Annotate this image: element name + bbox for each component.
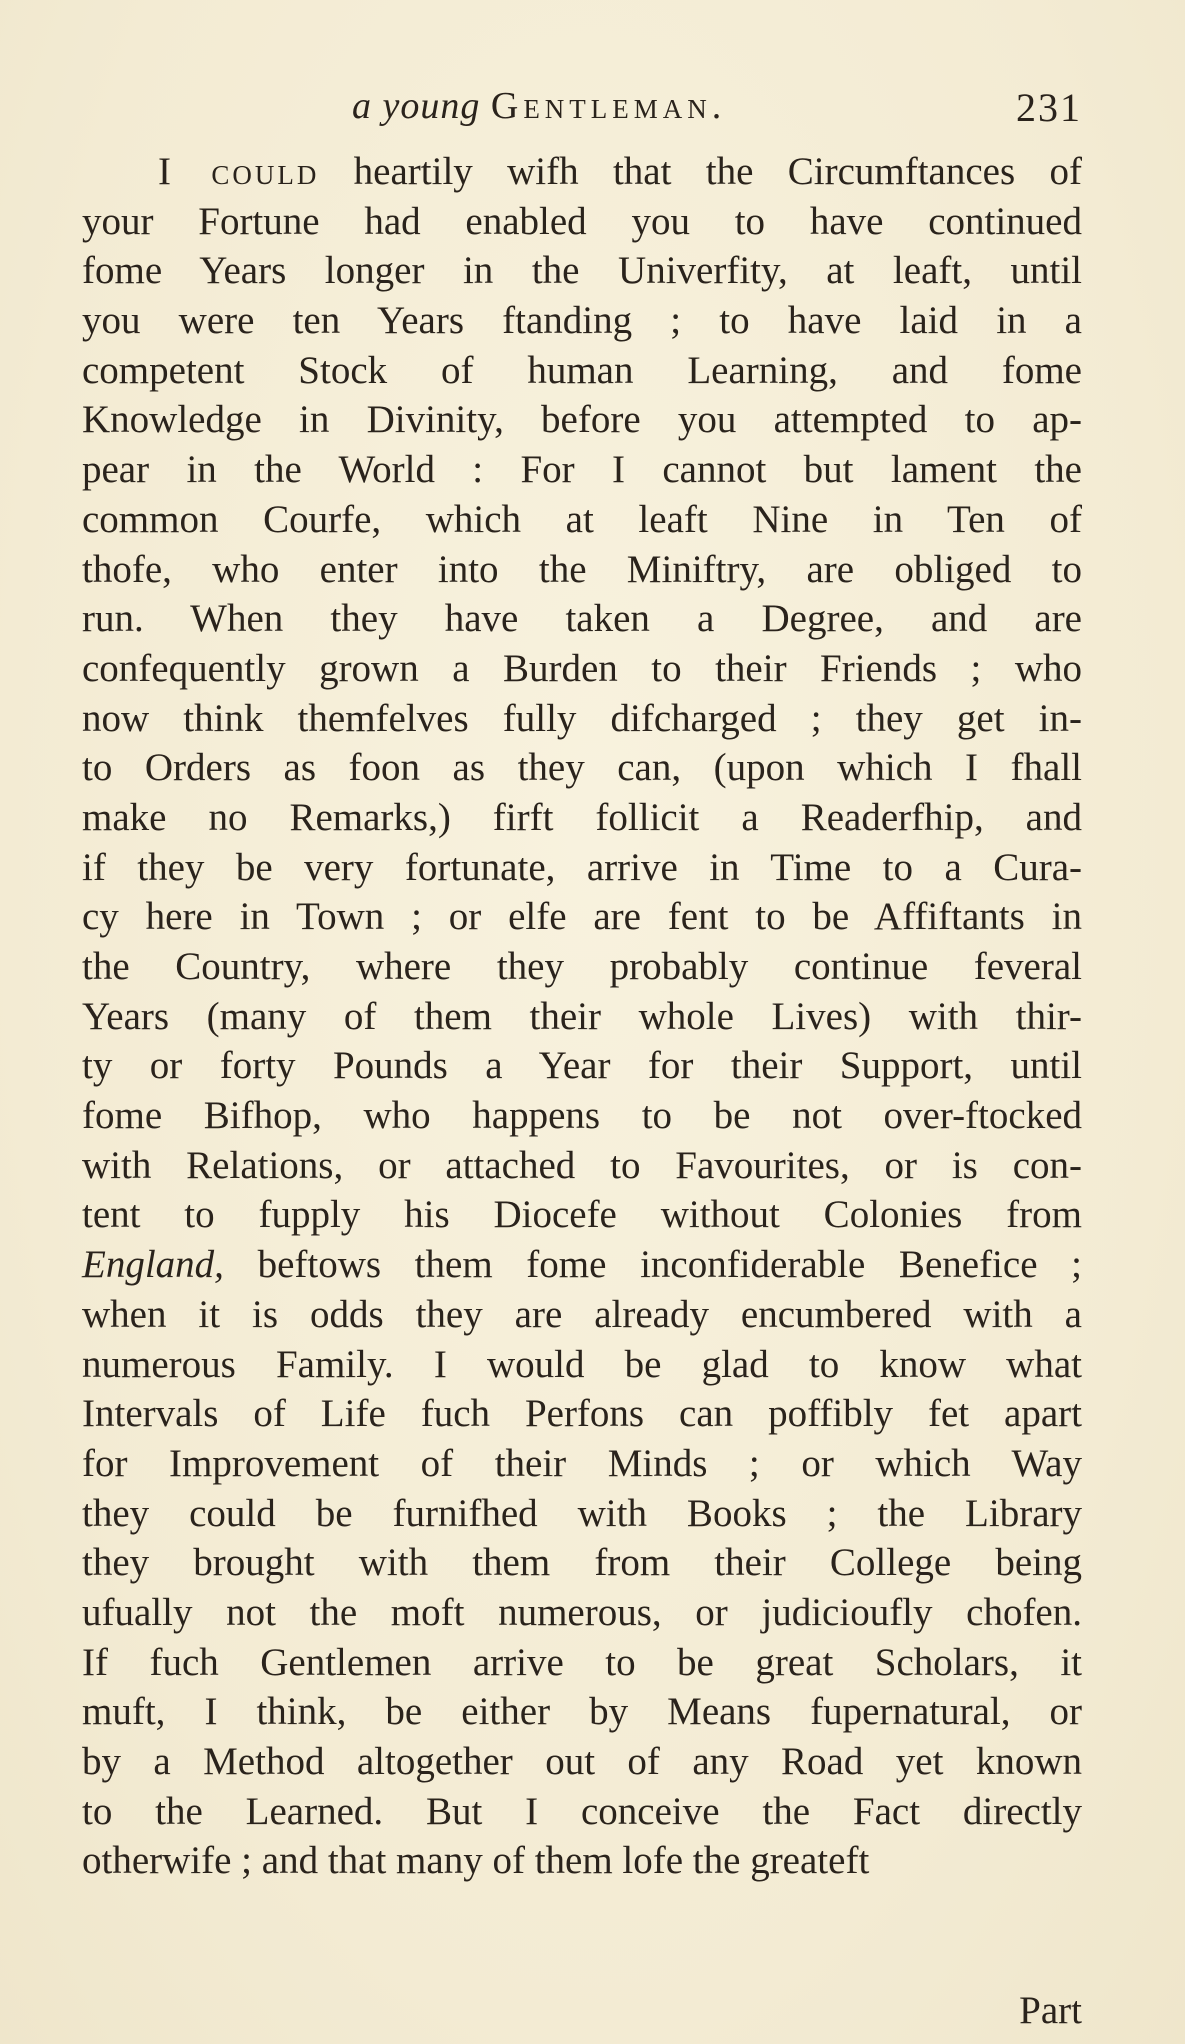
line-text: heartily wifh that the Circumftances of [319,150,1082,193]
running-head-italic: a young [352,85,481,127]
text-line [82,147,1082,197]
page-header [82,84,1082,134]
opening-words: I could [158,150,320,193]
text-line: tent to fupply his Diocefe without Colonies from [82,1193,1082,1237]
text-line: If fuch Gentlemen arrive to be great Scholars, it [82,1640,1082,1684]
text-line: Intervals of Life fuch Perfons can poffibly fet apart [82,1392,1082,1436]
text-line [82,1240,1082,1290]
text-line: run. When they have taken a Degree, and are [82,597,1082,641]
text-line: your Fortune had enabled you to have continued [82,199,1082,243]
text-line: otherwife ; and that many of them lofe the greateft [82,1839,870,1883]
line-text: beftows them fome inconfiderable Benefice ; [223,1243,1082,1287]
running-head [352,84,726,128]
text-line: with Relations, or attached to Favourites, or is con- [82,1143,1082,1187]
text-line: competent Stock of human Learning, and fome [82,348,1082,392]
text-line: pear in the World : For I cannot but lament the [82,448,1082,492]
catchword: Part [1019,1989,1082,2032]
text-line: by a Method altogether out of any Road yet known [82,1740,1082,1783]
text-line: thofe, who enter into the Miniftry, are obliged to [82,547,1082,591]
text-line: the Country, where they probably continue feveral [82,945,1082,988]
text-line: Years (many of them their whole Lives) with thir- [82,994,1082,1038]
text-line: when it is odds they are already encumbered with a [82,1292,1082,1336]
text-line: numerous Family. I would be glad to know what [82,1342,1082,1386]
text-line: you were ten Years ftanding ; to have laid in a [82,299,1082,343]
text-line: for Improvement of their Minds ; or which Way [82,1441,1082,1485]
body-text [82,147,1082,1886]
text-line: if they be very fortunate, arrive in Time to a Cura- [82,845,1082,889]
text-line: confequently grown a Burden to their Friends ; who [82,646,1082,690]
text-line: they could be furnifhed with Books ; the Library [82,1491,1082,1535]
text-line: to the Learned. But I conceive the Fact directly [82,1789,1082,1833]
text-line: they brought with them from their College being [82,1541,1082,1585]
text-line: fome Bifhop, who happens to be not over-ftocked [82,1094,1082,1138]
text-line: cy here in Town ; or elfe are fent to be Affiftants in [82,895,1082,939]
text-line: Knowledge in Divinity, before you attempted to ap- [82,398,1082,442]
italic-word: England, [82,1243,224,1287]
text-line: now think themfelves fully difcharged ; they get in- [82,696,1082,740]
page-number: 231 [1016,85,1082,130]
text-line: ufually not the moft numerous, or judicioufly chofen. [82,1590,1082,1634]
text-line: make no Remarks,) firft follicit a Readerfhip, and [82,795,1082,839]
text-line: to Orders as foon as they can, (upon which I fhall [82,746,1082,790]
text-line: muft, I think, be either by Means fupernatural, or [82,1690,1082,1734]
running-head-caps: Gentleman. [490,85,727,127]
text-line: fome Years longer in the Univerfity, at leaft, until [82,249,1082,293]
text-line: ty or forty Pounds a Year for their Support, until [82,1044,1082,1088]
text-line: common Courfe, which at leaft Nine in Ten of [82,497,1082,541]
